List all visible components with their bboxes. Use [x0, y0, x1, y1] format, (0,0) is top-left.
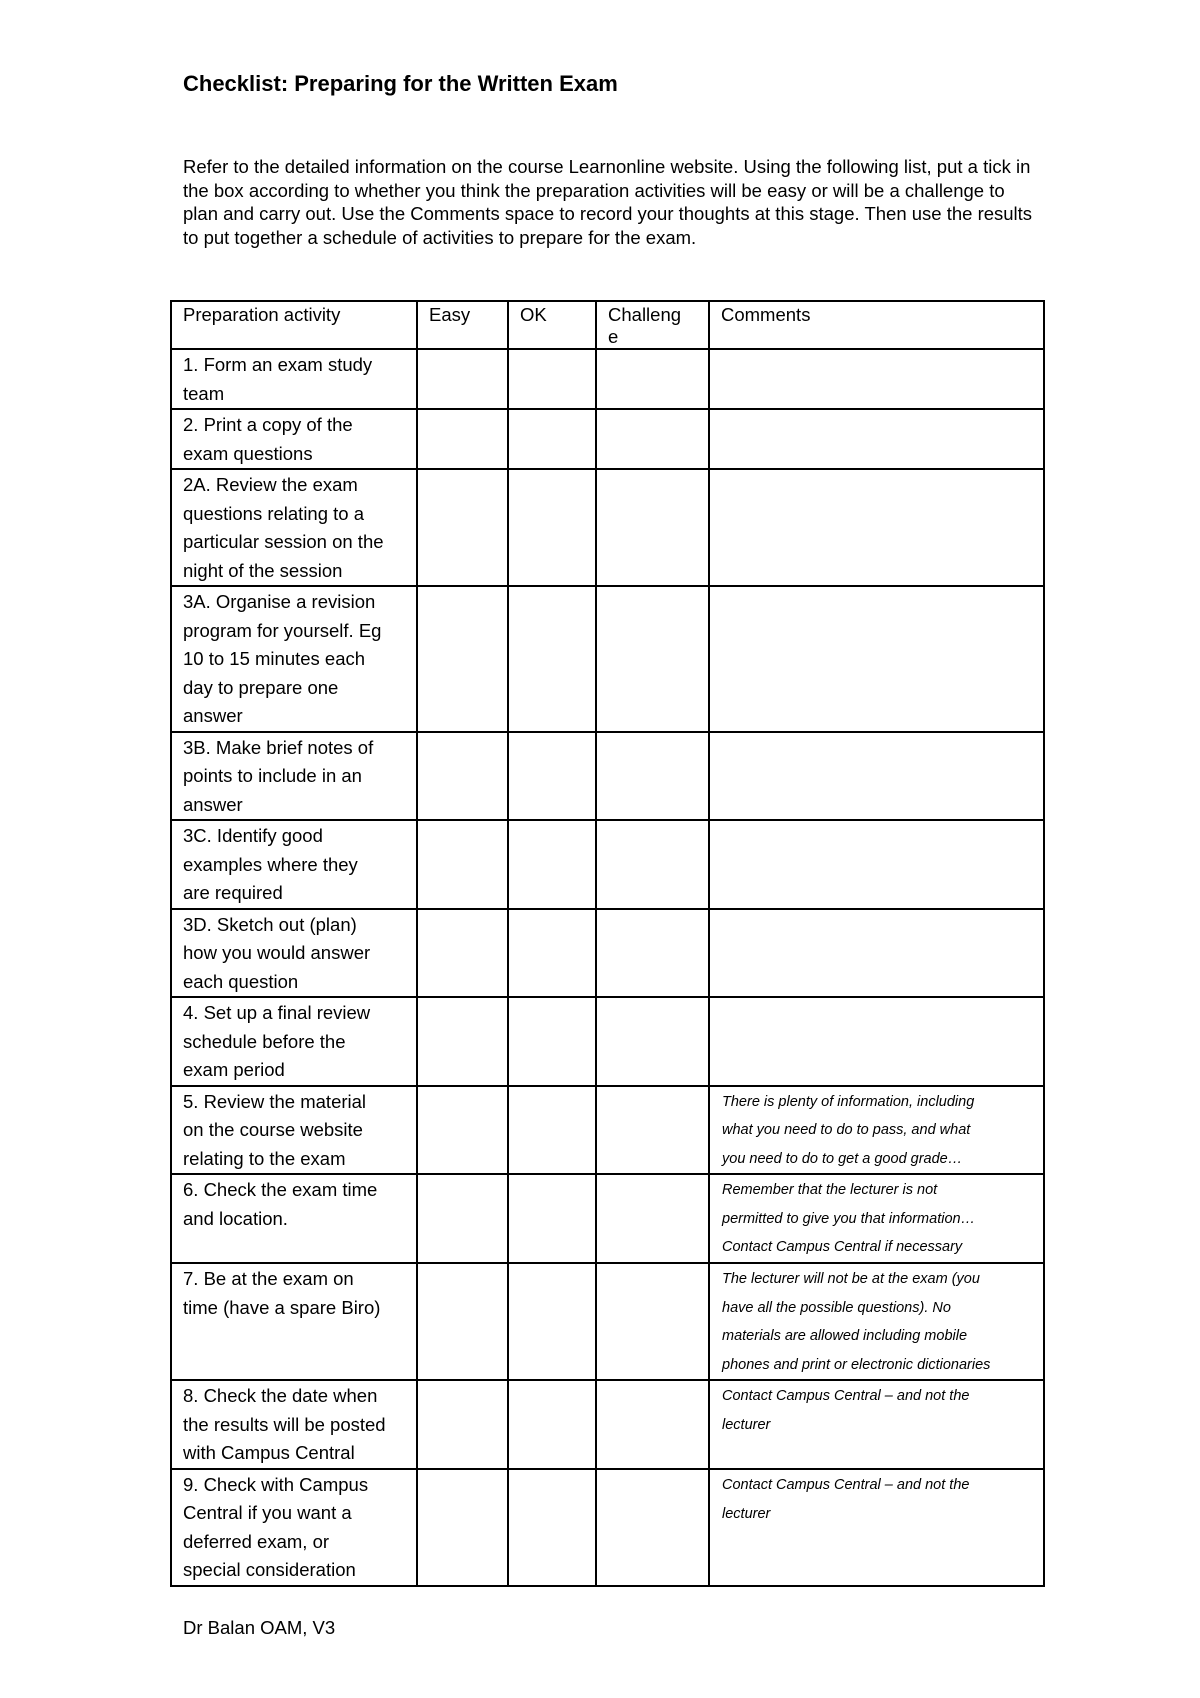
table-row — [171, 1086, 1044, 1175]
comment-cell[interactable] — [709, 997, 1044, 1086]
activity-cell — [171, 732, 417, 821]
header-easy: Easy — [417, 301, 508, 349]
comment-text-line: lecturer — [722, 1417, 771, 1434]
comment-cell[interactable] — [709, 409, 1044, 469]
comment-text-line: Contact Campus Central – and not the — [722, 1476, 970, 1493]
comment-cell[interactable] — [709, 1380, 1044, 1469]
ok-tick-box[interactable] — [508, 1469, 596, 1586]
activity-text-line: 7. Be at the exam on — [183, 1268, 354, 1290]
activity-text-line: 2. Print a copy of the — [183, 414, 353, 435]
ok-tick-box[interactable] — [508, 349, 596, 409]
comment-text-line: lecturer — [722, 1505, 771, 1522]
activity-text-line: schedule before the — [183, 1030, 346, 1052]
activity-text-line: answer — [183, 793, 243, 815]
comment-text-line: Contact Campus Central – and not the — [722, 1388, 970, 1405]
footer-author: Dr Balan OAM, V3 — [183, 1617, 336, 1638]
activity-text-line: with Campus Central — [183, 1442, 355, 1464]
activity-text-line: questions relating to a — [183, 502, 365, 524]
activity-cell — [171, 586, 417, 732]
activity-text-line: 3D. Sketch out (plan) — [183, 913, 357, 935]
table-row — [171, 909, 1044, 998]
comment-text-line: what you need to do to pass, and what — [722, 1122, 971, 1139]
activity-text-line: relating to the exam — [183, 1147, 346, 1169]
activity-text-line: exam period — [183, 1059, 285, 1080]
easy-tick-box[interactable] — [417, 1263, 508, 1380]
document-title: Checklist: Preparing for the Written Exam — [183, 71, 618, 96]
challenge-tick-box[interactable] — [596, 1380, 709, 1469]
challenge-tick-box[interactable] — [596, 409, 709, 469]
activity-text-line: night of the session — [183, 559, 343, 581]
easy-tick-box[interactable] — [417, 1469, 508, 1586]
ok-tick-box[interactable] — [508, 1263, 596, 1380]
activity-text-line: 10 to 15 minutes each — [183, 648, 366, 669]
activity-text-line: 8. Check the date when — [183, 1385, 378, 1407]
activity-text-line: team — [183, 382, 225, 404]
table-row — [171, 349, 1044, 409]
challenge-tick-box[interactable] — [596, 732, 709, 821]
comment-cell[interactable] — [709, 909, 1044, 998]
activity-cell — [171, 469, 417, 586]
header-challenge-line-2: e — [608, 326, 619, 347]
table-row — [171, 820, 1044, 909]
comment-text-line: permitted to give you that information… — [722, 1210, 976, 1227]
ok-tick-box[interactable] — [508, 409, 596, 469]
challenge-tick-box[interactable] — [596, 1174, 709, 1263]
table-row — [171, 586, 1044, 732]
activity-text-line: points to include in an — [183, 765, 362, 786]
table-row — [171, 409, 1044, 469]
comment-cell[interactable] — [709, 1263, 1044, 1380]
comment-cell[interactable] — [709, 820, 1044, 909]
challenge-tick-box[interactable] — [596, 1263, 709, 1380]
table-row — [171, 1174, 1044, 1263]
comment-text-line: have all the possible questions). No — [722, 1299, 951, 1316]
comment-text-line: you need to do to get a good grade… — [722, 1150, 963, 1167]
header-challenge — [596, 301, 709, 349]
activity-text-line: deferred exam, or — [183, 1530, 330, 1552]
activity-cell — [171, 909, 417, 998]
comment-text-line: materials are allowed including mobile — [722, 1328, 968, 1345]
activity-text-line: and location. — [183, 1207, 288, 1229]
activity-text-line: each question — [183, 970, 299, 992]
challenge-tick-box[interactable] — [596, 1469, 709, 1586]
activity-cell — [171, 1263, 417, 1380]
activity-cell — [171, 1086, 417, 1175]
activity-text-line: the results will be posted — [183, 1413, 386, 1435]
activity-text-line: particular session on the — [183, 531, 384, 552]
comment-cell[interactable] — [709, 1469, 1044, 1586]
activity-text-line: Central if you want a — [183, 1502, 352, 1524]
challenge-tick-box[interactable] — [596, 349, 709, 409]
comment-cell[interactable] — [709, 1174, 1044, 1263]
easy-tick-box[interactable] — [417, 909, 508, 998]
ok-tick-box[interactable] — [508, 586, 596, 732]
easy-tick-box[interactable] — [417, 1086, 508, 1175]
activity-text-line: are required — [183, 882, 283, 903]
activity-text-line: 9. Check with Campus — [183, 1473, 369, 1495]
activity-cell — [171, 1174, 417, 1263]
activity-text-line: 6. Check the exam time — [183, 1179, 378, 1201]
activity-text-line: 4. Set up a final review — [183, 1002, 371, 1023]
comment-cell[interactable] — [709, 586, 1044, 732]
activity-cell — [171, 1380, 417, 1469]
intro-paragraph: Refer to the detailed information on the course Learnonline website. Using the following list, put a tick in the box according to whether you think the preparation activities will be easy or will be a challenge to plan and carry out. Use the Comments space to record your thoughts at this stage. Then use the results to put together a schedule of activities to prepare for the exam. — [183, 156, 1033, 248]
comment-text-line: Contact Campus Central if necessary — [722, 1239, 963, 1256]
comment-text-line: The lecturer will not be at the exam (you — [722, 1271, 980, 1288]
comment-cell[interactable] — [709, 1086, 1044, 1175]
easy-tick-box[interactable] — [417, 469, 508, 586]
activity-cell — [171, 997, 417, 1086]
comment-text-line: phones and print or electronic dictionaries — [722, 1356, 991, 1373]
activity-cell — [171, 409, 417, 469]
challenge-tick-box[interactable] — [596, 909, 709, 998]
activity-text-line: answer — [183, 705, 243, 726]
challenge-tick-box[interactable] — [596, 586, 709, 732]
ok-tick-box[interactable] — [508, 732, 596, 821]
activity-text-line: program for yourself. Eg — [183, 619, 382, 641]
activity-text-line: 2A. Review the exam — [183, 474, 358, 495]
header-challenge-line-1: Challeng — [608, 304, 682, 325]
header-preparation-activity: Preparation activity — [171, 301, 417, 349]
table-row — [171, 469, 1044, 586]
activity-text-line: 5. Review the material — [183, 1090, 367, 1112]
table-row — [171, 1469, 1044, 1586]
challenge-tick-box[interactable] — [596, 1086, 709, 1175]
activity-text-line: special consideration — [183, 1559, 356, 1581]
activity-text-line: exam questions — [183, 442, 313, 464]
ok-tick-box[interactable] — [508, 1086, 596, 1175]
activity-cell — [171, 1469, 417, 1586]
activity-text-line: 3B. Make brief notes of — [183, 736, 374, 758]
activity-cell — [171, 349, 417, 409]
challenge-tick-box[interactable] — [596, 469, 709, 586]
easy-tick-box[interactable] — [417, 732, 508, 821]
comment-cell[interactable] — [709, 469, 1044, 586]
table-row — [171, 1380, 1044, 1469]
easy-tick-box[interactable] — [417, 409, 508, 469]
ok-tick-box[interactable] — [508, 909, 596, 998]
ok-tick-box[interactable] — [508, 1380, 596, 1469]
challenge-tick-box[interactable] — [596, 997, 709, 1086]
challenge-tick-box[interactable] — [596, 820, 709, 909]
easy-tick-box[interactable] — [417, 586, 508, 732]
activity-text-line: 3A. Organise a revision — [183, 591, 376, 612]
activity-text-line: on the course website — [183, 1119, 363, 1140]
comment-text-line: Remember that the lecturer is not — [722, 1182, 938, 1199]
activity-text-line: 1. Form an exam study — [183, 354, 373, 375]
table-row — [171, 997, 1044, 1086]
table-row — [171, 732, 1044, 821]
header-comments: Comments — [709, 301, 1044, 349]
header-ok: OK — [508, 301, 596, 349]
comment-text-line: There is plenty of information, including — [722, 1093, 975, 1110]
table-header-row — [171, 301, 1044, 349]
ok-tick-box[interactable] — [508, 1174, 596, 1263]
ok-tick-box[interactable] — [508, 997, 596, 1086]
comment-cell[interactable] — [709, 349, 1044, 409]
activity-text-line: time (have a spare Biro) — [183, 1296, 381, 1318]
activity-text-line: day to prepare one — [183, 676, 339, 698]
checklist-table — [170, 300, 1045, 1587]
activity-text-line: examples where they — [183, 853, 358, 875]
activity-cell — [171, 820, 417, 909]
activity-text-line: how you would answer — [183, 942, 371, 963]
easy-tick-box[interactable] — [417, 349, 508, 409]
activity-text-line: 3C. Identify good — [183, 825, 323, 846]
table-row — [171, 1263, 1044, 1380]
easy-tick-box[interactable] — [417, 1380, 508, 1469]
comment-cell[interactable] — [709, 732, 1044, 821]
easy-tick-box[interactable] — [417, 1174, 508, 1263]
ok-tick-box[interactable] — [508, 469, 596, 586]
easy-tick-box[interactable] — [417, 820, 508, 909]
easy-tick-box[interactable] — [417, 997, 508, 1086]
ok-tick-box[interactable] — [508, 820, 596, 909]
